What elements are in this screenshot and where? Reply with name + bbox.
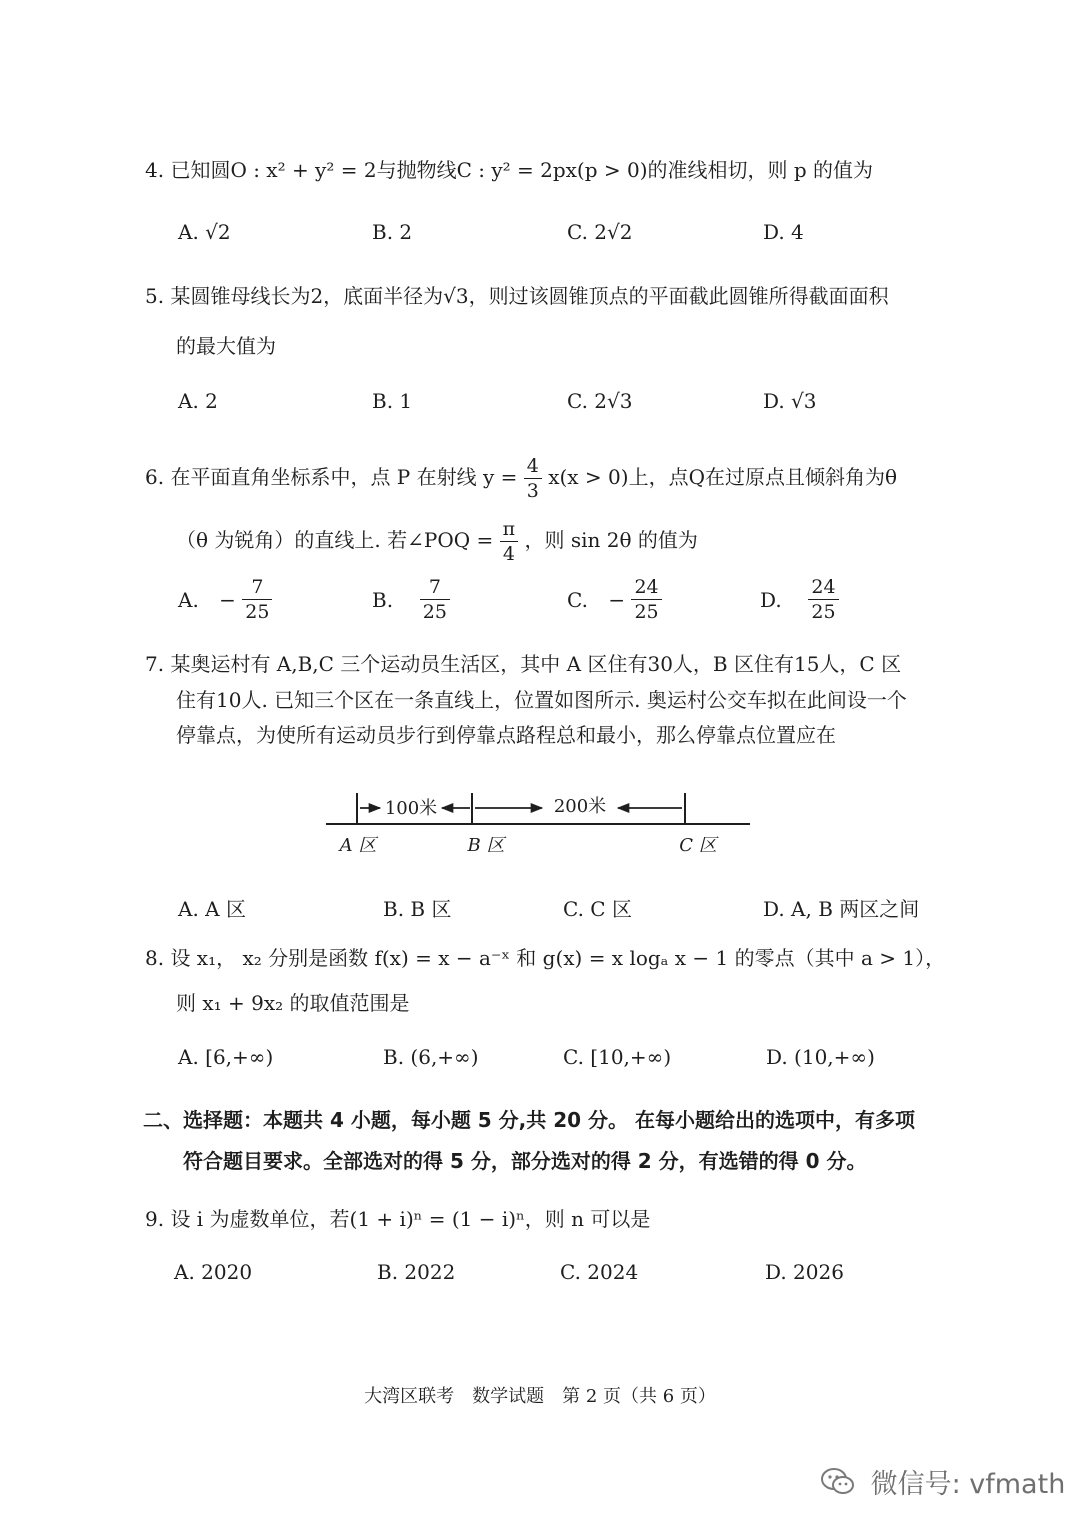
q6-option-b xyxy=(372,575,450,624)
q6-fraction-angle xyxy=(500,517,519,566)
question-7-line3: 停靠点，为使所有运动员步行到停靠点路程总和最小，那么停靠点位置应在 xyxy=(176,723,836,747)
q6-option-c-denominator: 25 xyxy=(634,601,659,623)
q6-line2-suffix: ，则 sin 2θ 的值为 xyxy=(524,528,698,552)
q6-option-c xyxy=(567,575,662,624)
q6-fraction-slope-denominator: 3 xyxy=(526,480,539,502)
q6-option-a-denominator: 25 xyxy=(245,601,270,623)
section-2-instructions: 符合题目要求。全部选对的得 5 分，部分选对的得 2 分，有选错的得 0 分。 xyxy=(183,1149,867,1173)
q6-option-d xyxy=(760,575,839,624)
q9-option-c: C. 2024 xyxy=(560,1260,639,1284)
q5-option-a: A. 2 xyxy=(178,389,218,413)
q9-option-a: A. 2020 xyxy=(174,1260,253,1284)
question-4-stem: 4. 已知圆O : x² + y² = 2与抛物线C : y² = 2px(p > 0)的准线相切，则 p 的值为 xyxy=(145,158,874,182)
question-8-line1: 8. 设 x₁， x₂ 分别是函数 f(x) = x − a⁻ˣ 和 g(x) = x logₐ x − 1 的零点（其中 a > 1）， xyxy=(145,946,946,970)
distance-bc-label: 200米 xyxy=(553,796,607,817)
q6-fraction-slope-numerator: 4 xyxy=(524,454,542,479)
q6-line1-prefix: 6. 在平面直角坐标系中，点 P 在射线 y = xyxy=(145,465,518,489)
question-7-line1: 7. 某奥运村有 A,B,C 三个运动员生活区，其中 A 区住有30人，B 区住有15人，C 区 xyxy=(145,652,902,676)
watermark-text: 微信号: vfmath xyxy=(870,1469,1066,1500)
question-9-stem: 9. 设 i 为虚数单位，若(1 + i)ⁿ = (1 − i)ⁿ，则 n 可以是 xyxy=(145,1207,651,1231)
q6-fraction-slope xyxy=(524,454,542,503)
label-a: A 区 xyxy=(339,835,377,856)
question-7-line2: 住有10人. 已知三个区在一条直线上，位置如图所示. 奥运村公交车拟在此间设一个 xyxy=(176,688,907,712)
q6-line2-prefix: （θ 为锐角）的直线上. 若∠POQ = xyxy=(176,528,494,552)
label-c: C 区 xyxy=(679,835,717,856)
wechat-icon xyxy=(820,1467,856,1504)
q6-option-c-numerator: 24 xyxy=(631,575,661,600)
q6-option-b-fraction xyxy=(420,575,450,624)
q7-option-c: C. C 区 xyxy=(563,897,632,921)
label-b: B 区 xyxy=(467,835,505,856)
section-2-heading: 二、选择题：本题共 4 小题，每小题 5 分,共 20 分。 在每小题给出的选项中，有多项 xyxy=(143,1108,916,1132)
distance-ab-label: 100米 xyxy=(384,798,438,819)
page-footer: 大湾区联考 数学试题 第 2 页（共 6 页） xyxy=(364,1386,716,1407)
q9-option-b: B. 2022 xyxy=(377,1260,456,1284)
q6-option-b-numerator: 7 xyxy=(420,575,450,600)
q6-option-d-numerator: 24 xyxy=(808,575,838,600)
question-5-line1: 5. 某圆锥母线长为2，底面半径为√3，则过该圆锥顶点的平面截此圆锥所得截面面积 xyxy=(145,284,889,308)
q9-option-d: D. 2026 xyxy=(765,1260,844,1284)
q5-option-c: C. 2√3 xyxy=(567,389,633,413)
q6-option-b-label: B. xyxy=(372,587,394,612)
q5-option-d: D. √3 xyxy=(763,389,817,413)
q7-option-b: B. B 区 xyxy=(383,897,452,921)
question-8-line2: 则 x₁ + 9x₂ 的取值范围是 xyxy=(176,991,410,1015)
q7-option-a: A. A 区 xyxy=(178,897,246,921)
q6-option-a xyxy=(178,575,272,624)
q6-option-c-fraction xyxy=(631,575,661,624)
question-5-line2: 的最大值为 xyxy=(176,334,276,358)
q6-option-c-sign: − xyxy=(608,587,626,612)
q8-option-a: A. [6,+∞) xyxy=(178,1045,274,1069)
q4-option-c: C. 2√2 xyxy=(567,220,633,244)
q4-option-d: D. 4 xyxy=(763,220,804,244)
q6-fraction-angle-denominator: 4 xyxy=(502,543,515,565)
q6-option-b-denominator: 25 xyxy=(422,601,447,623)
q7-distance-figure xyxy=(320,785,760,865)
question-6-line2 xyxy=(176,515,698,566)
q6-option-a-sign: − xyxy=(219,587,236,612)
q6-option-c-label: C. xyxy=(567,587,588,612)
q6-option-d-fraction xyxy=(808,575,838,624)
q8-option-b: B. (6,+∞) xyxy=(383,1045,479,1069)
q5-option-b: B. 1 xyxy=(372,389,413,413)
question-6-line1 xyxy=(145,452,897,503)
q6-option-a-label: A. xyxy=(178,587,199,612)
q6-option-a-fraction xyxy=(242,575,272,624)
q6-fraction-angle-numerator: π xyxy=(500,517,519,542)
q4-option-b: B. 2 xyxy=(372,220,413,244)
wechat-watermark xyxy=(820,1462,1065,1504)
q4-option-a: A. √2 xyxy=(178,220,231,244)
q6-line1-suffix: x(x > 0)上，点Q在过原点且倾斜角为θ xyxy=(548,465,898,489)
q8-option-d: D. (10,+∞) xyxy=(766,1045,875,1069)
q7-option-d: D. A, B 两区之间 xyxy=(763,897,920,921)
q6-option-a-numerator: 7 xyxy=(242,575,272,600)
q6-option-d-denominator: 25 xyxy=(811,601,836,623)
q8-option-c: C. [10,+∞) xyxy=(563,1045,672,1069)
q6-option-d-label: D. xyxy=(760,587,782,612)
